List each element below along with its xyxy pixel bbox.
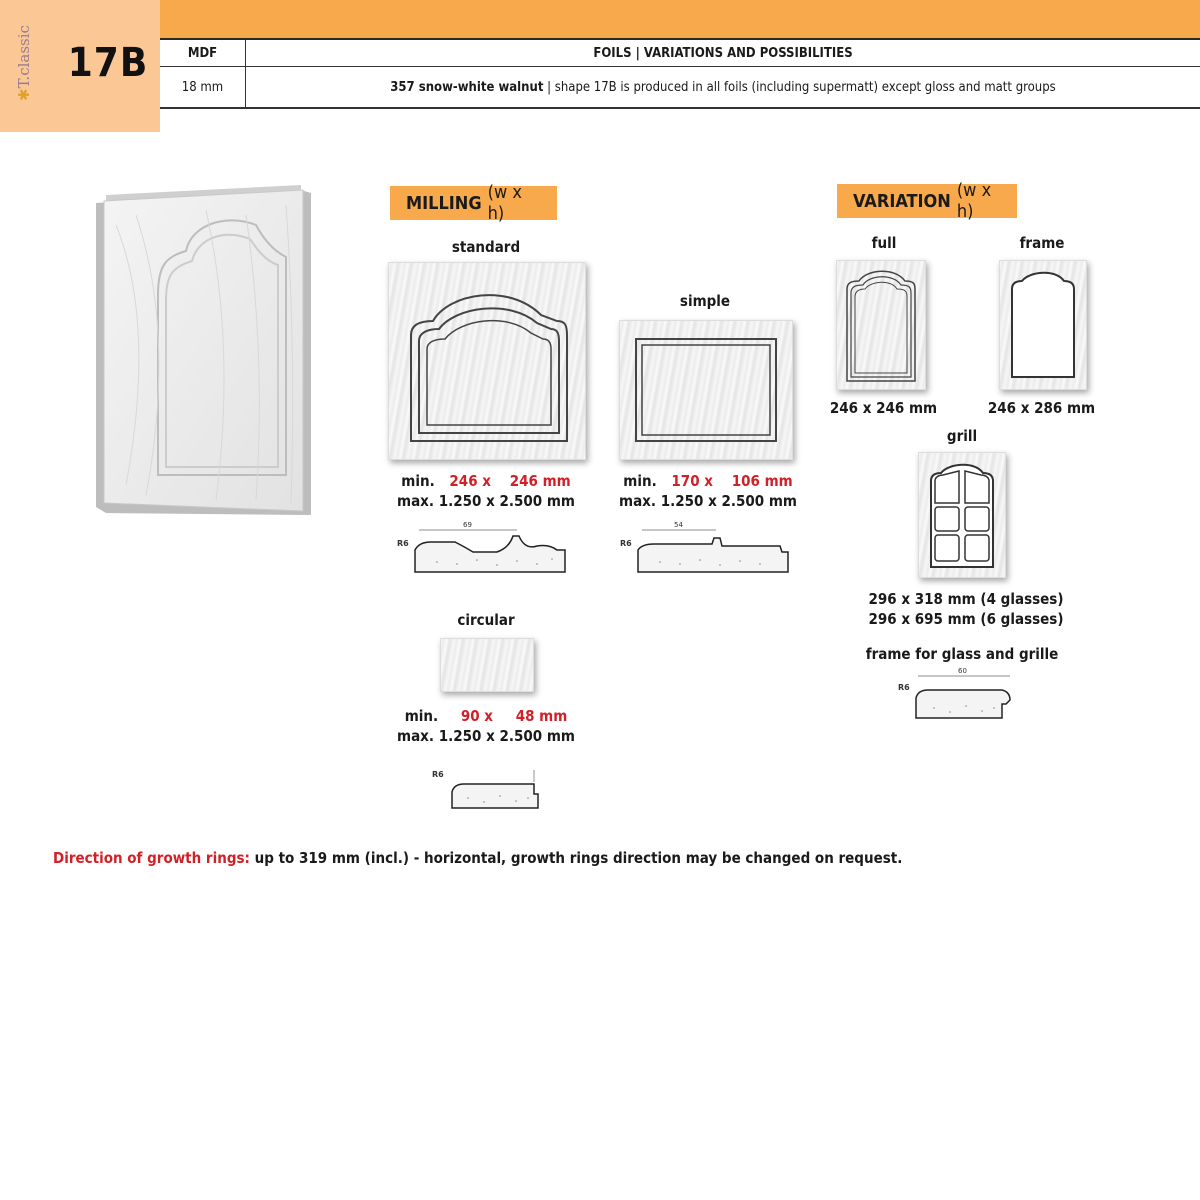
variation-title: VARIATION (w x h) [837, 184, 1017, 218]
simple-r-label: R6 [620, 539, 632, 548]
spec-value-row [160, 67, 1200, 109]
foils-value [246, 67, 1200, 107]
foil-note: | shape 17B is produced in all foils (including supermatt) except gloss and matt groups [543, 79, 1056, 95]
milling-title: MILLING (w x h) [390, 186, 557, 220]
brand-name: T.classic [15, 25, 33, 89]
brand-logo [14, 24, 34, 104]
grill-swatch [918, 452, 1006, 578]
standard-label: standard [451, 238, 521, 256]
door-image [96, 185, 311, 515]
full-label: full [871, 234, 897, 252]
spec-header-row [160, 40, 1200, 67]
full-size: 246 x 246 mm [829, 399, 938, 417]
grill-sizes: 296 x 318 mm (4 glasses) 296 x 695 mm (6 glasses) [868, 590, 1064, 628]
circular-dims: min. 90 x 48 mm max. 1.250 x 2.500 mm [397, 707, 575, 745]
standard-dims: min. 246 x 246 mm max. 1.250 x 2.500 mm [397, 472, 575, 510]
frame-glass-width-label: 60 [958, 667, 967, 675]
frame-label: frame [1019, 234, 1065, 252]
circular-label: circular [457, 611, 515, 629]
frame-glass-label: frame for glass and grille [865, 645, 1059, 663]
brand-star-icon: ✱ [15, 88, 33, 101]
simple-width-label: 54 [674, 521, 683, 529]
growth-label: Direction of growth rings: [53, 849, 250, 867]
growth-text: up to 319 mm (incl.) - horizontal, growth rings direction may be changed on request. [249, 849, 903, 867]
foil-name: 357 snow-white walnut [390, 79, 544, 95]
thickness-value: 18 mm [160, 67, 246, 107]
frame-swatch [999, 260, 1087, 390]
header-bar [160, 0, 1200, 40]
full-swatch [836, 260, 926, 390]
circular-profile [432, 768, 544, 814]
frame-size: 246 x 286 mm [987, 399, 1096, 417]
frame-glass-profile [898, 664, 1018, 720]
circular-r-label: R6 [432, 770, 444, 779]
standard-r-label: R6 [397, 539, 409, 548]
standard-profile [397, 518, 569, 576]
foils-header: FOILS | VARIATIONS AND POSSIBILITIES [593, 45, 853, 61]
standard-width-label: 69 [463, 521, 472, 529]
circular-swatch [440, 638, 534, 692]
growth-rings-note [53, 849, 902, 867]
grill-label: grill [946, 427, 978, 445]
standard-swatch [388, 262, 586, 460]
simple-label: simple [679, 292, 731, 310]
material-header: MDF [160, 40, 246, 66]
simple-dims: min. 170 x 106 mm max. 1.250 x 2.500 mm [619, 472, 797, 510]
frame-glass-r-label: R6 [898, 683, 910, 692]
product-code: 17B [67, 40, 149, 86]
simple-profile [620, 518, 792, 576]
simple-swatch [619, 320, 793, 460]
